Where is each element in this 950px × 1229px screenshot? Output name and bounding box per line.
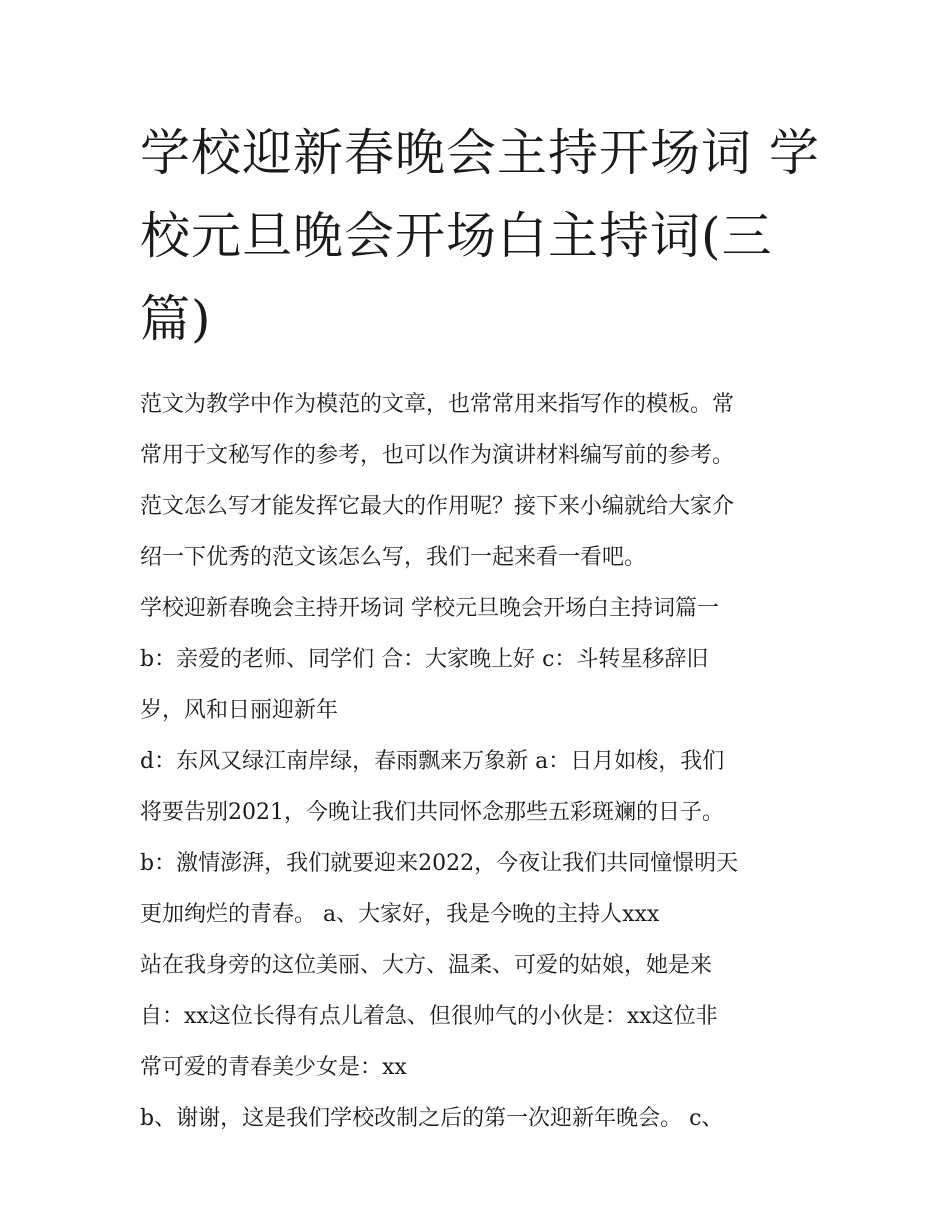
document-title <box>140 112 820 361</box>
body-line: 将要告别2021，今晚让我们共同怀念那些五彩斑斓的日子。 <box>140 800 724 825</box>
document-page <box>140 112 820 1144</box>
body-line: 学校迎新春晚会主持开场词 学校元旦晚会开场白主持词篇一 <box>140 596 719 621</box>
body-line: 更加绚烂的青春。 a、大家好，我是今晚的主持人xxx <box>140 902 660 927</box>
body-line: b：亲爱的老师、同学们 合：大家晚上好 c：斗转星移辞旧 <box>140 647 709 672</box>
body-line: 范文怎么写才能发挥它最大的作用呢？接下来小编就给大家介 <box>140 494 735 519</box>
body-line: 范文为教学中作为模范的文章，也常常用来指写作的模板。常 <box>140 392 735 417</box>
document-body <box>140 379 820 1144</box>
body-line: 站在我身旁的这位美丽、大方、温柔、可爱的姑娘，她是来 <box>140 953 713 978</box>
title-line: 学校迎新春晚会主持开场词 学 <box>140 124 820 182</box>
body-line: 常用于文秘写作的参考，也可以作为演讲材料编写前的参考。 <box>140 443 735 468</box>
body-line: 常可爱的青春美少女是：xx <box>140 1055 407 1080</box>
body-line: 绍一下优秀的范文该怎么写，我们一起来看一看吧。 <box>140 545 647 570</box>
body-line: 岁，风和日丽迎新年 <box>140 698 339 723</box>
title-line: 篇) <box>140 290 212 348</box>
body-line: b、谢谢，这是我们学校改制之后的第一次迎新年晚会。 c、 <box>140 1106 724 1131</box>
body-line: b：激情澎湃，我们就要迎来2022，今夜让我们共同憧憬明天 <box>140 851 739 876</box>
body-line: 自：xx这位长得有点儿着急、但很帅气的小伙是：xx这位非 <box>140 1004 718 1029</box>
title-line: 校元旦晚会开场白主持词(三 <box>140 207 773 265</box>
body-line: d：东风又绿江南岸绿，春雨飘来万象新 a：日月如梭，我们 <box>140 749 725 774</box>
